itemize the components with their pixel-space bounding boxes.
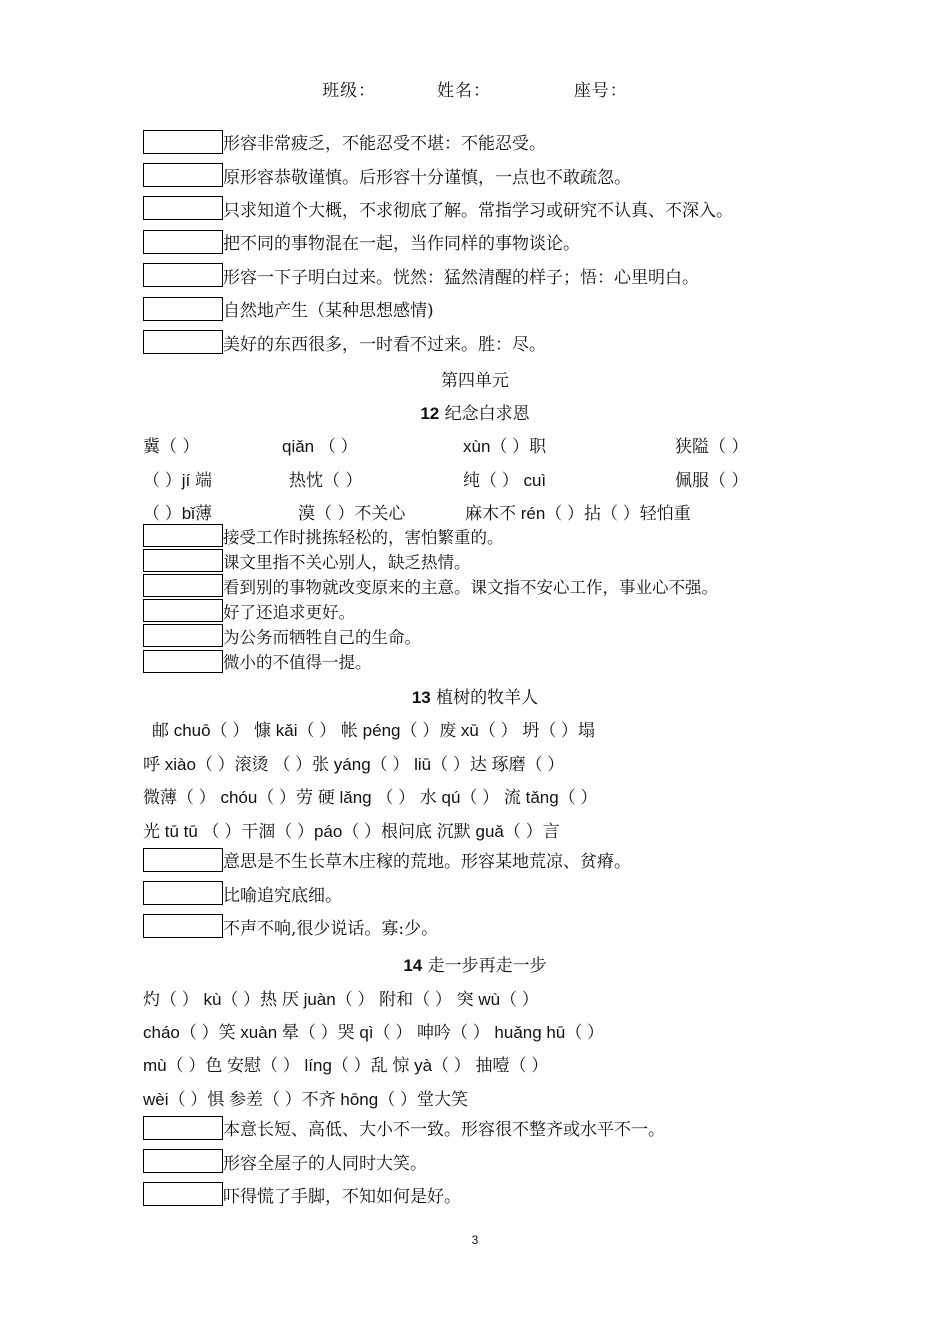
answer-box[interactable] — [143, 1149, 223, 1173]
answer-box[interactable] — [143, 130, 223, 154]
definition-row: 本意长短、高低、大小不一致。形容很不整齐或水平不一。 — [143, 1111, 803, 1144]
answer-box[interactable] — [143, 1182, 223, 1206]
pinyin-row: 呼 xiào（ ）滚烫 （ ）张 yáng（ ） liū（ ）达 琢磨（ ） — [143, 755, 565, 774]
class-label: 班级： — [322, 81, 377, 101]
pinyin-row: mù（ ）色 安慰（ ） líng（ ）乱 惊 yà（ ） 抽噎（ ） — [143, 1056, 549, 1075]
lesson-12-definitions — [143, 523, 803, 674]
definition-row: 接受工作时挑拣轻松的，害怕繁重的。 — [143, 523, 803, 548]
definition-row: 美好的东西很多，一时看不过来。胜：尽。 — [143, 325, 803, 358]
definition-row: 为公务而牺牲自己的生命。 — [143, 623, 803, 648]
answer-box[interactable] — [143, 914, 223, 938]
definition-row: 意思是不生长草木庄稼的荒地。形容某地荒凉、贫瘠。 — [143, 843, 803, 876]
lesson-13-definitions — [143, 843, 803, 943]
pinyin-row: 灼（ ） kù（ ）热 厌 juàn（ ） 附和（ ） 突 wù（ ） — [143, 990, 539, 1009]
definition-row: 比喻追究底细。 — [143, 876, 803, 909]
answer-box[interactable] — [143, 230, 223, 254]
answer-box[interactable] — [143, 1116, 223, 1140]
answer-box[interactable] — [143, 624, 223, 647]
answer-box[interactable] — [143, 848, 223, 872]
pinyin-row: 光 tū tū （ ）干涸（ ）páo（ ）根问底 沉默 guǎ（ ）言 — [143, 822, 560, 841]
definition-row: 形容全屋子的人同时大笑。 — [143, 1144, 803, 1177]
pinyin-row: 邮 chuō（ ） 慷 kǎi（ ） 帐 péng（ ）废 xū（ ） 坍（ ）塌 — [152, 721, 596, 740]
pinyin-row: 冀（ ） qiǎn （ ） xùn（ ）职 狭隘（ ） — [143, 437, 749, 457]
unit-title: 第四单元 — [441, 371, 509, 391]
pinyin-row: （ ）bǐ薄 漠（ ）不关心 麻木不 rén（ ）拈（ ）轻怕重 — [143, 504, 691, 524]
definition-row: 自然地产生（某种思想感情) — [143, 292, 803, 325]
answer-box[interactable] — [143, 549, 223, 572]
answer-box[interactable] — [143, 599, 223, 622]
answer-box[interactable] — [143, 574, 223, 597]
definition-row: 课文里指不关心别人，缺乏热情。 — [143, 548, 803, 573]
lesson-13-title: 13 植树的牧羊人 — [411, 688, 539, 708]
lesson-14-title: 14 走一步再走一步 — [403, 956, 547, 976]
definition-row: 形容非常疲乏，不能忍受不堪：不能忍受。 — [143, 125, 803, 158]
definition-row: 吓得慌了手脚，不知如何是好。 — [143, 1178, 803, 1211]
lesson-14-definitions — [143, 1111, 803, 1211]
seat-label: 座号： — [573, 81, 628, 101]
answer-box[interactable] — [143, 650, 223, 673]
definition-row: 原形容恭敬谨慎。后形容十分谨慎，一点也不敢疏忽。 — [143, 158, 803, 191]
answer-box[interactable] — [143, 163, 223, 187]
definition-row: 看到别的事物就改变原来的主意。课文指不安心工作，事业心不强。 — [143, 573, 803, 598]
answer-box[interactable] — [143, 196, 223, 220]
pinyin-row: （ ）jí 端 热忱（ ） 纯（ ） cuì 佩服（ ） — [143, 471, 749, 491]
answer-box[interactable] — [143, 297, 223, 321]
definition-row: 把不同的事物混在一起，当作同样的事物谈论。 — [143, 225, 803, 258]
header-fields — [0, 76, 950, 101]
definition-row: 形容一下子明白过来。恍然：猛然清醒的样子；悟：心里明白。 — [143, 259, 803, 292]
answer-box[interactable] — [143, 330, 223, 354]
answer-box[interactable] — [143, 524, 223, 547]
page-number: 3 — [471, 1233, 479, 1247]
top-definitions — [143, 125, 803, 359]
name-label: 姓名： — [437, 81, 491, 101]
definition-row: 好了还追求更好。 — [143, 598, 803, 623]
definition-row: 微小的不值得一提。 — [143, 648, 803, 673]
pinyin-row: wèi（ ）惧 参差（ ）不齐 hōng（ ）堂大笑 — [143, 1090, 468, 1109]
pinyin-row: 微薄（ ） chóu（ ）劳 硬 lǎng （ ） 水 qú（ ） 流 tǎng（ ） — [143, 788, 598, 807]
definition-row: 不声不响,很少说话。寡:少。 — [143, 910, 803, 943]
lesson-12-title: 12 纪念白求恩 — [420, 404, 530, 424]
pinyin-row: cháo（ ）笑 xuàn 晕（ ）哭 qì（ ） 呻吟（ ） huǎng hū（ ） — [143, 1023, 605, 1042]
answer-box[interactable] — [143, 881, 223, 905]
answer-box[interactable] — [143, 263, 223, 287]
definition-row: 只求知道个大概，不求彻底了解。常指学习或研究不认真、不深入。 — [143, 192, 803, 225]
